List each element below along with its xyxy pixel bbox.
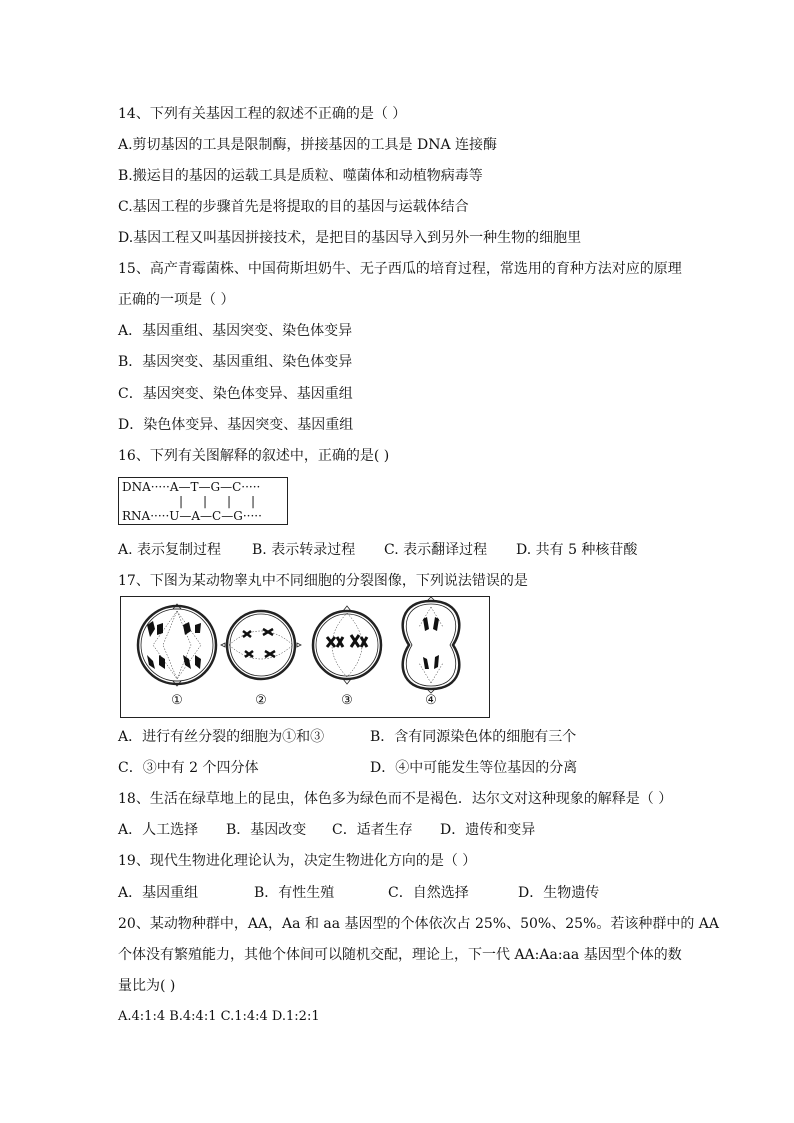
q18-options xyxy=(118,820,535,840)
q19-option-d: D．生物遗传 xyxy=(518,885,600,901)
q15-option-c: C．基因突变、染色体变异、基因重组 xyxy=(118,386,353,402)
rna-strand-label: RNA·····U—A—C—G····· xyxy=(122,509,262,523)
q17-options-row2 xyxy=(118,758,577,778)
q16-option-b: B. 表示转录过程 xyxy=(252,542,356,558)
bond-2: | xyxy=(203,494,208,508)
q20-stem-line1: 20、某动物种群中，AA，Aa 和 aa 基因型的个体依次占 25%、50%、25%。若该种群中的 AA xyxy=(118,916,720,932)
bond-4: | xyxy=(251,494,256,508)
q20-stem-line2: 个体没有繁殖能力，其他个体间可以随机交配，理论上，下一代 AA:Aa:aa 基因型个体的数 xyxy=(118,947,682,963)
cell-label-2: ② xyxy=(255,693,267,708)
cell-4 xyxy=(403,597,460,693)
q14-stem: 14、下列有关基因工程的叙述不正确的是（ ） xyxy=(118,106,407,122)
q17-option-b: B．含有同源染色体的细胞有三个 xyxy=(370,729,577,745)
q19-options xyxy=(118,883,599,903)
q17-option-a: A．进行有丝分裂的细胞为①和③ xyxy=(118,729,325,745)
q18-stem: 18、生活在绿草地上的昆虫，体色多为绿色而不是褐色．达尔文对这种现象的解释是（ ） xyxy=(118,791,673,807)
q14-option-c: C.基因工程的步骤首先是将提取的目的基因与运载体结合 xyxy=(118,199,469,215)
q19-option-a: A．基因重组 xyxy=(118,885,199,901)
cell-label-3: ③ xyxy=(341,693,353,708)
bond-3: | xyxy=(227,494,232,508)
q18-option-d: D．遗传和变异 xyxy=(440,822,536,838)
q18-option-a: A．人工选择 xyxy=(118,822,199,838)
q14-option-a: A.剪切基因的工具是限制酶，拼接基因的工具是 DNA 连接酶 xyxy=(118,137,498,153)
dna-rna-figure xyxy=(118,477,288,525)
cell-3 xyxy=(313,606,381,684)
q15-stem-line2: 正确的一项是（ ） xyxy=(118,292,235,308)
q19-option-b: B．有性生殖 xyxy=(254,885,335,901)
q14-option-b: B.搬运目的基因的运载工具是质粒、噬菌体和动植物病毒等 xyxy=(118,168,483,184)
q14-option-d: D.基因工程又叫基因拼接技术，是把目的基因导入到另外一种生物的细胞里 xyxy=(118,230,582,246)
q17-option-c: C．③中有 2 个四分体 xyxy=(118,760,259,776)
q16-option-a: A. 表示复制过程 xyxy=(118,542,222,558)
q20-options: A.4:1:4 B.4:4:1 C.1:4:4 D.1:2:1 xyxy=(118,1009,320,1024)
q19-stem: 19、现代生物进化理论认为，决定生物进化方向的是（ ） xyxy=(118,853,477,869)
q17-options-row1 xyxy=(118,727,576,747)
cell-label-1: ① xyxy=(171,693,183,708)
q17-option-d: D．④中可能发生等位基因的分离 xyxy=(370,760,578,776)
cell-division-figure xyxy=(120,596,490,718)
q18-option-c: C．适者生存 xyxy=(332,822,413,838)
q15-option-d: D．染色体变异、基因突变、基因重组 xyxy=(118,417,354,433)
q20-stem-line3: 量比为( ) xyxy=(118,978,176,994)
dna-strand-label: DNA·····A—T—G—C····· xyxy=(122,480,261,494)
cell-2 xyxy=(221,611,301,679)
q17-stem: 17、下图为某动物睾丸中不同细胞的分裂图像，下列说法错误的是 xyxy=(118,573,528,589)
q16-options xyxy=(118,540,637,560)
q16-stem: 16、下列有关图解释的叙述中，正确的是( ) xyxy=(118,448,390,464)
q15-option-b: B．基因突变、基因重组、染色体变异 xyxy=(118,354,353,370)
q19-option-c: C．自然选择 xyxy=(388,885,469,901)
q15-option-a: A．基因重组、基因突变、染色体变异 xyxy=(118,323,353,339)
q15-stem-line1: 15、高产青霉菌株、中国荷斯坦奶牛、无子西瓜的培育过程，常选用的育种方法对应的原理 xyxy=(118,261,682,277)
bond-1: | xyxy=(179,494,184,508)
cell-label-4: ④ xyxy=(425,693,437,708)
q16-option-d: D. 共有 5 种核苷酸 xyxy=(516,542,638,558)
q16-option-c: C. 表示翻译过程 xyxy=(384,542,488,558)
cell-1 xyxy=(138,604,216,686)
q18-option-b: B．基因改变 xyxy=(226,822,307,838)
